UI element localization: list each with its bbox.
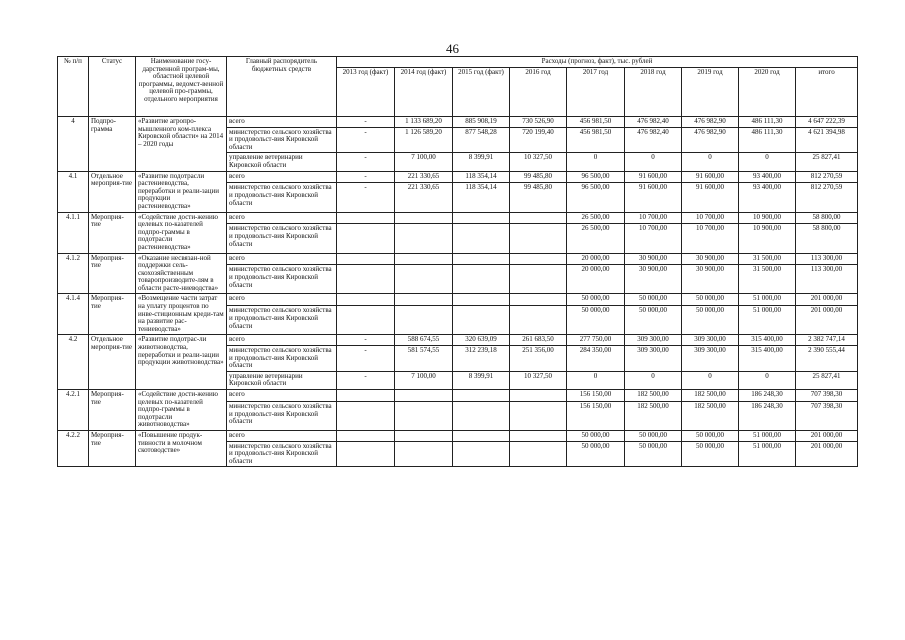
row-total: 201 000,00 (796, 441, 858, 467)
row-total: 4 621 394,98 (796, 127, 858, 153)
row-value: 50 000,00 (567, 294, 625, 306)
row-executor: министерство сельского хозяйства и продовольст-вия Кировской области (227, 265, 337, 294)
table-row (58, 117, 858, 128)
row-value: 182 500,00 (625, 390, 682, 402)
row-value: 588 674,55 (395, 335, 453, 346)
row-value: 315 400,00 (739, 346, 796, 372)
row-status: Мероприя-тие (89, 430, 136, 466)
row-value: 277 750,00 (567, 335, 625, 346)
row-value: 96 500,00 (567, 171, 625, 183)
row-value: 91 600,00 (625, 171, 682, 183)
row-value (510, 306, 567, 335)
header-row (58, 57, 858, 68)
row-value (453, 212, 510, 224)
header-year: 2016 год (510, 68, 567, 117)
row-value (510, 212, 567, 224)
row-num: 4.2.1 (58, 390, 89, 431)
row-executor: министерство сельского хозяйства и продовольст-вия Кировской области (227, 401, 337, 430)
row-num: 4.1 (58, 171, 89, 212)
row-value: 8 399,91 (453, 153, 510, 171)
row-name: «Развитие агропро-мышленного ком-плекса Кировской области» на 2014 – 2020 годы (136, 117, 227, 172)
row-total: 2 382 747,14 (796, 335, 858, 346)
row-value: 476 982,40 (625, 127, 682, 153)
row-value: 10 900,00 (739, 224, 796, 253)
row-value: 50 000,00 (625, 306, 682, 335)
row-value: 50 000,00 (682, 441, 739, 467)
row-value: 51 000,00 (739, 441, 796, 467)
row-value: 309 300,00 (682, 346, 739, 372)
row-executor: управление ветеринарии Кировской области (227, 371, 337, 389)
row-value: 730 526,90 (510, 117, 567, 128)
row-value (337, 294, 395, 306)
row-value: 1 133 689,20 (395, 117, 453, 128)
row-value: 30 900,00 (682, 265, 739, 294)
row-total: 201 000,00 (796, 306, 858, 335)
row-executor: всего (227, 390, 337, 402)
row-total: 707 398,30 (796, 401, 858, 430)
row-value: 51 000,00 (739, 430, 796, 441)
row-value: 50 000,00 (682, 306, 739, 335)
row-value: 10 900,00 (739, 212, 796, 224)
row-value: 456 981,50 (567, 127, 625, 153)
row-value: 20 000,00 (567, 253, 625, 265)
row-value: 50 000,00 (567, 430, 625, 441)
row-executor: всего (227, 212, 337, 224)
row-value: 10 700,00 (625, 224, 682, 253)
row-executor: министерство сельского хозяйства и продовольст-вия Кировской области (227, 127, 337, 153)
row-value: 51 000,00 (739, 294, 796, 306)
row-value: 309 300,00 (625, 335, 682, 346)
row-value: 0 (567, 371, 625, 389)
row-value: 31 500,00 (739, 253, 796, 265)
row-value: - (337, 346, 395, 372)
row-num: 4.1.1 (58, 212, 89, 253)
row-executor: министерство сельского хозяйства и продовольст-вия Кировской области (227, 183, 337, 212)
row-num: 4.2.2 (58, 430, 89, 466)
row-value: 10 700,00 (625, 212, 682, 224)
header-year: 2014 год (факт) (395, 68, 453, 117)
row-value (395, 441, 453, 467)
row-value (337, 265, 395, 294)
row-value: 26 500,00 (567, 212, 625, 224)
row-value (395, 294, 453, 306)
row-value: 0 (682, 371, 739, 389)
row-value (510, 265, 567, 294)
row-value: 93 400,00 (739, 171, 796, 183)
row-value: 476 982,90 (682, 127, 739, 153)
header-name: Наименование госу-дарственной програм-мы, областной целевой программы, ведомст-венной целевой про-граммы, отдельного мероприятия (136, 57, 227, 117)
row-value: 486 111,30 (739, 117, 796, 128)
row-value: 50 000,00 (567, 306, 625, 335)
row-value: - (337, 153, 395, 171)
row-value (510, 253, 567, 265)
row-status: Мероприя-тие (89, 390, 136, 431)
row-value: 720 199,40 (510, 127, 567, 153)
row-value: 476 982,40 (625, 117, 682, 128)
row-value (395, 390, 453, 402)
header-total: итого (796, 68, 858, 117)
row-num: 4.1.2 (58, 253, 89, 294)
row-value: 50 000,00 (625, 294, 682, 306)
header-year: 2013 год (факт) (337, 68, 395, 117)
row-value: 581 574,55 (395, 346, 453, 372)
row-value (510, 441, 567, 467)
row-total: 113 300,00 (796, 265, 858, 294)
row-value: 10 327,50 (510, 371, 567, 389)
row-value: 50 000,00 (625, 430, 682, 441)
row-name: «Возмещение части затрат на уплату процентов по инве-стиционным креди-там на развитие рас-тениеводства» (136, 294, 227, 335)
expenses-table (57, 56, 858, 467)
row-value: - (337, 371, 395, 389)
row-value: 885 908,19 (453, 117, 510, 128)
row-value (337, 224, 395, 253)
row-value: 91 600,00 (625, 183, 682, 212)
header-year: 2018 год (625, 68, 682, 117)
row-total: 2 390 555,44 (796, 346, 858, 372)
row-executor: управление ветеринарии Кировской области (227, 153, 337, 171)
row-num: 4.1.4 (58, 294, 89, 335)
row-total: 201 000,00 (796, 294, 858, 306)
row-value: 50 000,00 (567, 441, 625, 467)
row-total: 25 827,41 (796, 153, 858, 171)
row-value: 309 300,00 (625, 346, 682, 372)
row-value: 10 700,00 (682, 212, 739, 224)
row-name: «Содействие дости-жению целевых по-казателей подпро-граммы в подотрасли животноводства» (136, 390, 227, 431)
row-value: 7 100,00 (395, 153, 453, 171)
row-total: 58 800,00 (796, 224, 858, 253)
row-status: Мероприя-тие (89, 294, 136, 335)
row-total: 25 827,41 (796, 371, 858, 389)
row-value: 0 (625, 153, 682, 171)
row-value: 10 700,00 (682, 224, 739, 253)
row-value: 186 248,30 (739, 401, 796, 430)
row-value: 476 982,90 (682, 117, 739, 128)
row-value (337, 390, 395, 402)
row-value: 91 600,00 (682, 183, 739, 212)
row-value: 320 639,09 (453, 335, 510, 346)
row-value: 31 500,00 (739, 265, 796, 294)
row-executor: всего (227, 294, 337, 306)
row-value (337, 253, 395, 265)
row-name: «Оказание несвязан-ной поддержки сель-скохозяйственным товаропроизводите-лям в области расте-ниеводства» (136, 253, 227, 294)
table-row (58, 294, 858, 306)
row-value: 118 354,14 (453, 171, 510, 183)
table-row (58, 171, 858, 183)
table-row (58, 390, 858, 402)
row-value: 99 485,80 (510, 171, 567, 183)
row-status: Мероприя-тие (89, 253, 136, 294)
row-total: 58 800,00 (796, 212, 858, 224)
row-executor: всего (227, 253, 337, 265)
row-value (453, 294, 510, 306)
row-value: 312 239,18 (453, 346, 510, 372)
table-row (58, 335, 858, 346)
row-value: 8 399,91 (453, 371, 510, 389)
row-executor: всего (227, 171, 337, 183)
row-value (395, 401, 453, 430)
row-name: «Содействие дости-жению целевых по-казателей подпро-граммы в подотрасли растениеводства» (136, 212, 227, 253)
row-value: 20 000,00 (567, 265, 625, 294)
row-value (395, 253, 453, 265)
header-status: Статус (89, 57, 136, 117)
row-value: 284 350,00 (567, 346, 625, 372)
row-value: 30 900,00 (682, 253, 739, 265)
row-value: 156 150,00 (567, 401, 625, 430)
row-value: 30 900,00 (625, 265, 682, 294)
row-value (395, 212, 453, 224)
row-total: 812 270,59 (796, 183, 858, 212)
row-value (337, 306, 395, 335)
header-expenses: Расходы (прогноз, факт), тыс. рублей (337, 57, 858, 68)
row-value: 315 400,00 (739, 335, 796, 346)
row-executor: всего (227, 335, 337, 346)
table-body (58, 57, 858, 467)
header-year: 2020 год (739, 68, 796, 117)
row-value: - (337, 127, 395, 153)
row-value: 118 354,14 (453, 183, 510, 212)
row-name: «Развитие подотрас-ли животноводства, переработки и реали-зации продукции животноводства» (136, 335, 227, 390)
row-num: 4 (58, 117, 89, 172)
row-value: 96 500,00 (567, 183, 625, 212)
header-year: 2015 год (факт) (453, 68, 510, 117)
row-status: Мероприя-тие (89, 212, 136, 253)
row-value: 0 (682, 153, 739, 171)
row-value (395, 265, 453, 294)
row-value: - (337, 183, 395, 212)
row-total: 812 270,59 (796, 171, 858, 183)
row-status: Отдельное мероприя-тие (89, 171, 136, 212)
row-value: 182 500,00 (625, 401, 682, 430)
row-value: 309 300,00 (682, 335, 739, 346)
row-value (395, 306, 453, 335)
row-value: 99 485,80 (510, 183, 567, 212)
row-value (453, 430, 510, 441)
table-row (58, 430, 858, 441)
row-value: 0 (739, 153, 796, 171)
row-value: 456 981,50 (567, 117, 625, 128)
row-executor: всего (227, 117, 337, 128)
row-value: 1 126 589,20 (395, 127, 453, 153)
row-value: 221 330,65 (395, 171, 453, 183)
row-total: 707 398,30 (796, 390, 858, 402)
row-value: 10 327,50 (510, 153, 567, 171)
row-value (337, 401, 395, 430)
row-value (510, 294, 567, 306)
header-year: 2017 год (567, 68, 625, 117)
row-value: 221 330,65 (395, 183, 453, 212)
row-executor: всего (227, 430, 337, 441)
row-value (453, 253, 510, 265)
row-value (453, 441, 510, 467)
row-value (453, 390, 510, 402)
row-value: 93 400,00 (739, 183, 796, 212)
row-value: 0 (739, 371, 796, 389)
row-value (510, 430, 567, 441)
table-row (58, 212, 858, 224)
row-executor: министерство сельского хозяйства и продовольст-вия Кировской области (227, 346, 337, 372)
row-executor: министерство сельского хозяйства и продовольст-вия Кировской области (227, 441, 337, 467)
row-value: 26 500,00 (567, 224, 625, 253)
row-value: 182 500,00 (682, 390, 739, 402)
row-value: 50 000,00 (625, 441, 682, 467)
row-value: 51 000,00 (739, 306, 796, 335)
header-executor: Главный распорядитель бюджетных средств (227, 57, 337, 117)
row-total: 113 300,00 (796, 253, 858, 265)
header-year: 2019 год (682, 68, 739, 117)
row-value (510, 224, 567, 253)
row-value (337, 441, 395, 467)
row-name: «Повышение продук-тивности в молочном скотоводстве» (136, 430, 227, 466)
table-row (58, 253, 858, 265)
row-value: 0 (567, 153, 625, 171)
row-value: 30 900,00 (625, 253, 682, 265)
row-value: 50 000,00 (682, 430, 739, 441)
row-status: Подпро-грамма (89, 117, 136, 172)
row-value (453, 306, 510, 335)
row-value: 156 150,00 (567, 390, 625, 402)
row-value: - (337, 335, 395, 346)
row-value: 91 600,00 (682, 171, 739, 183)
header-num: № п/п (58, 57, 89, 117)
row-value (395, 224, 453, 253)
row-value (337, 212, 395, 224)
row-status: Отдельное мероприя-тие (89, 335, 136, 390)
row-value: - (337, 171, 395, 183)
row-value (453, 265, 510, 294)
row-executor: министерство сельского хозяйства и продовольст-вия Кировской области (227, 306, 337, 335)
row-total: 4 647 222,39 (796, 117, 858, 128)
row-value (510, 390, 567, 402)
row-num: 4.2 (58, 335, 89, 390)
row-value: 0 (625, 371, 682, 389)
row-value: 186 248,30 (739, 390, 796, 402)
row-total: 201 000,00 (796, 430, 858, 441)
row-value (337, 430, 395, 441)
row-value: 877 548,28 (453, 127, 510, 153)
row-value: - (337, 117, 395, 128)
row-value: 251 356,00 (510, 346, 567, 372)
row-value (453, 224, 510, 253)
row-value (510, 401, 567, 430)
row-value: 486 111,30 (739, 127, 796, 153)
row-name: «Развитие подотрасли растениеводства, переработки и реали-зации продукции растениеводства» (136, 171, 227, 212)
row-value: 50 000,00 (682, 294, 739, 306)
row-value (453, 401, 510, 430)
row-value: 182 500,00 (682, 401, 739, 430)
row-value: 7 100,00 (395, 371, 453, 389)
page-number: 46 (446, 41, 459, 56)
row-value: 261 683,50 (510, 335, 567, 346)
row-value (395, 430, 453, 441)
row-executor: министерство сельского хозяйства и продовольст-вия Кировской области (227, 224, 337, 253)
